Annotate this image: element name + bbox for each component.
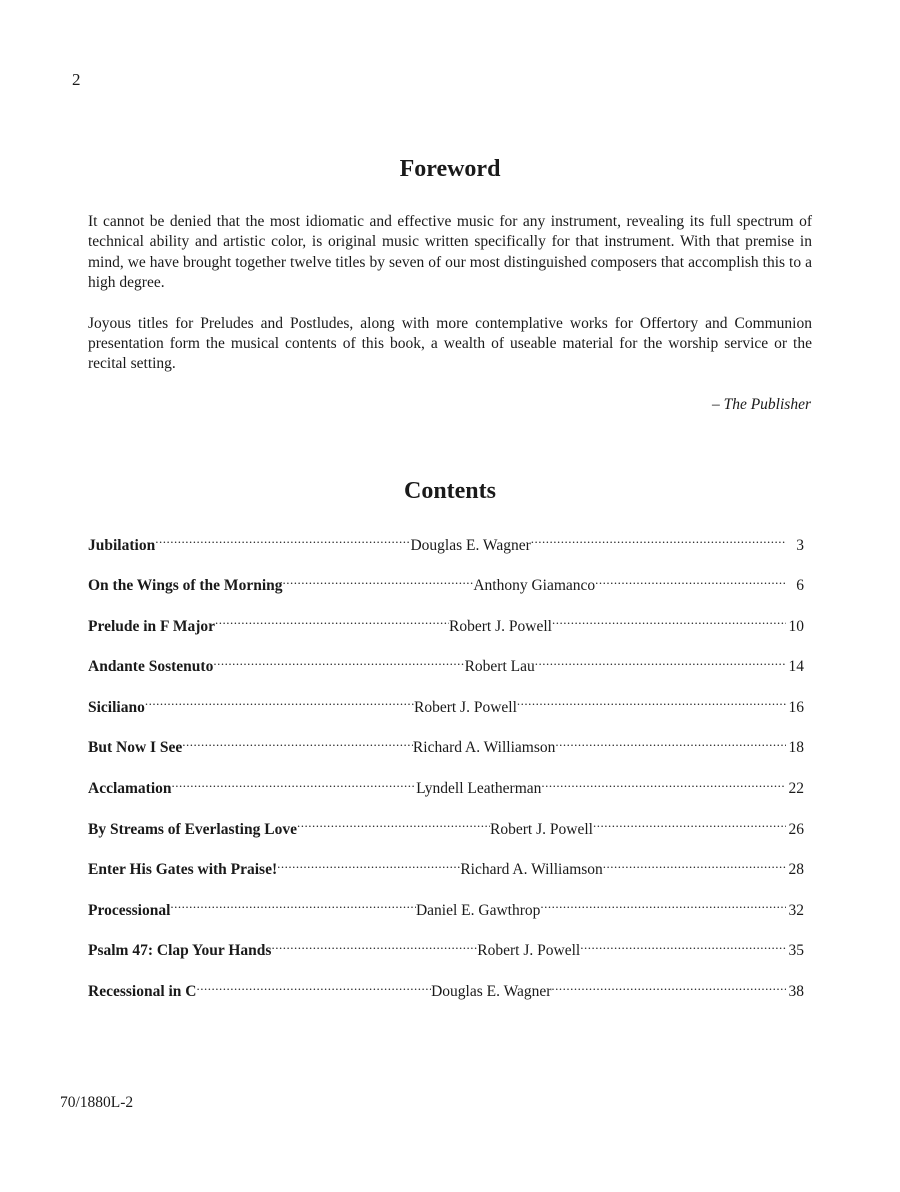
toc-entry xyxy=(88,859,804,900)
toc-entry xyxy=(88,696,804,737)
foreword-paragraph: Joyous titles for Preludes and Postludes, along with more contemplative works for Offertory and Communion presentation form the musical contents of this book, a wealth of useable material for the worship service or the recital setting. xyxy=(88,314,812,373)
toc-page: 32 xyxy=(788,901,804,919)
toc-entry xyxy=(88,981,804,1022)
toc-page: 14 xyxy=(788,658,804,676)
toc-leader xyxy=(172,778,417,794)
toc-leader xyxy=(555,737,786,753)
toc-entry xyxy=(88,737,804,778)
toc-entry xyxy=(88,899,804,940)
contents-heading: Contents xyxy=(403,478,496,504)
toc-composer: Robert J. Powell xyxy=(413,698,517,716)
toc-title: But Now I See xyxy=(88,739,183,757)
toc-composer: Robert J. Powell xyxy=(490,820,593,838)
toc-title: Siciliano xyxy=(88,698,145,716)
toc-leader xyxy=(540,899,786,915)
toc-title: Prelude in F Major xyxy=(88,617,215,635)
toc-leader xyxy=(551,981,786,997)
toc-title: Recessional in C xyxy=(88,983,197,1001)
toc-title: By Streams of Everlasting Love xyxy=(88,820,297,838)
foreword-body xyxy=(88,212,812,395)
toc-entry xyxy=(88,656,804,697)
toc-page: 3 xyxy=(796,536,804,554)
toc-leader xyxy=(277,859,460,875)
toc-leader xyxy=(155,534,410,550)
foreword-signature: – The Publisher xyxy=(711,396,811,413)
toc-composer: Robert J. Powell xyxy=(477,942,581,960)
toc-title: Acclamation xyxy=(88,780,172,798)
toc-entry xyxy=(88,615,804,656)
toc-page: 22 xyxy=(788,780,805,798)
toc-entry xyxy=(88,818,804,859)
toc-leader xyxy=(297,818,490,834)
toc-leader xyxy=(170,899,416,915)
toc-composer: Robert Lau xyxy=(464,658,535,676)
toc-page: 26 xyxy=(788,820,805,838)
toc-leader xyxy=(283,575,474,591)
toc-title: Psalm 47: Clap Your Hands xyxy=(88,942,272,960)
toc-leader xyxy=(145,696,414,712)
toc-entry xyxy=(88,575,804,616)
toc-page: 10 xyxy=(788,617,804,635)
toc-composer: Lyndell Leatherman xyxy=(416,780,542,798)
foreword-paragraph: It cannot be denied that the most idiomatic and effective music for any instrument, revealing its full spectrum of technical ability and artistic color, is original music written specifically for that instrument. With that premise in mind, we have brought together twelve titles by seven of our most distinguished composers that accomplish this to a high degree. xyxy=(88,213,812,292)
toc-leader xyxy=(552,615,786,631)
toc-title: Jubilation xyxy=(88,536,156,554)
toc-title: Processional xyxy=(88,901,171,919)
toc-leader xyxy=(215,615,449,631)
toc-leader xyxy=(517,696,786,712)
toc-title: On the Wings of the Morning xyxy=(88,577,283,595)
toc-page: 38 xyxy=(788,983,805,1001)
toc-entry xyxy=(88,778,804,819)
toc-leader xyxy=(580,940,786,956)
toc-composer: Richard A. Williamson xyxy=(412,739,556,757)
toc-composer: Richard A. Williamson xyxy=(460,861,603,879)
toc-entry xyxy=(88,534,804,575)
catalog-number: 70/1880L-2 xyxy=(60,1094,134,1111)
toc-leader xyxy=(213,656,464,672)
toc-leader xyxy=(541,778,786,794)
toc-leader xyxy=(593,818,786,834)
toc-leader xyxy=(595,575,786,591)
toc-page: 35 xyxy=(788,942,805,960)
toc-entry xyxy=(88,940,804,981)
toc-composer: Robert J. Powell xyxy=(449,617,552,635)
toc-composer: Anthony Giamanco xyxy=(473,577,596,595)
foreword-heading: Foreword xyxy=(399,156,501,182)
toc-page: 18 xyxy=(788,739,804,757)
toc-leader xyxy=(531,534,786,550)
page-number: 2 xyxy=(72,70,81,89)
toc-title: Enter His Gates with Praise! xyxy=(88,861,278,879)
toc-leader xyxy=(603,859,786,875)
toc-page: 16 xyxy=(788,698,805,716)
toc-composer: Douglas E. Wagner xyxy=(431,983,552,1001)
toc-composer: Douglas E. Wagner xyxy=(410,536,531,554)
toc-page: 6 xyxy=(796,577,805,595)
toc-composer: Daniel E. Gawthrop xyxy=(415,901,541,919)
toc-title: Andante Sostenuto xyxy=(88,658,214,676)
toc-leader xyxy=(182,737,413,753)
toc-page: 28 xyxy=(788,861,804,879)
toc-leader xyxy=(197,981,432,997)
toc-leader xyxy=(271,940,477,956)
toc-leader xyxy=(535,656,786,672)
table-of-contents xyxy=(88,534,804,1021)
